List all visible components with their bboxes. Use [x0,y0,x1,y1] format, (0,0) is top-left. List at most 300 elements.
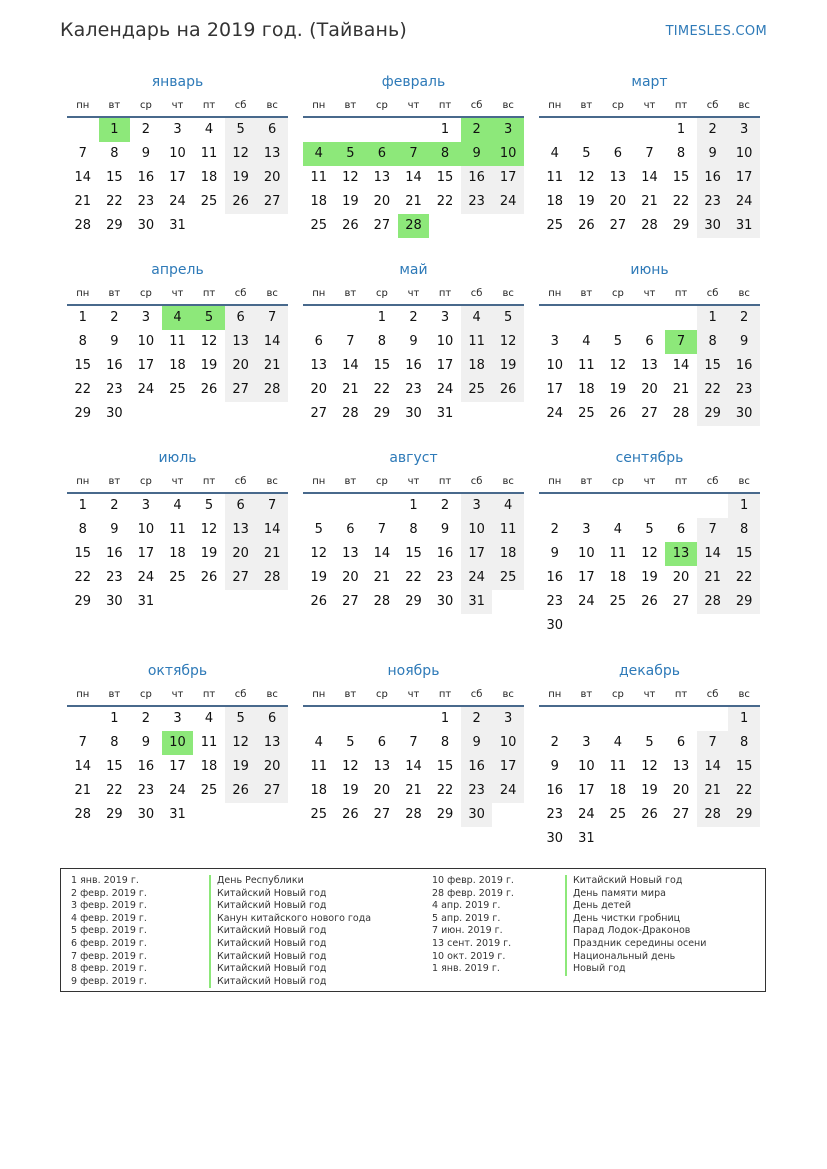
day-cell: 6 [225,306,257,330]
day-cell: 9 [697,142,729,166]
holiday-name: Китайский Новый год [209,888,371,901]
day-cell: 14 [342,358,359,373]
day-cell: 31 [461,590,493,614]
day-cell: 2 [110,498,119,513]
day-cell: 8 [78,334,87,349]
weekday-label: чт [407,288,420,299]
weekday-label: пт [674,476,688,487]
day-cell: 25 [609,594,627,609]
day-cell: 22 [672,194,690,209]
day-cell: 9 [110,522,119,537]
day-cell: 25 [169,382,186,397]
weekday-label: ср [139,288,152,299]
day-cell: 15 [436,170,454,185]
day-cell: 1 [697,306,729,330]
day-cell: 5 [193,306,225,330]
day-cell: 30 [697,214,729,238]
day-cell: 18 [310,194,328,209]
weekday-label: вт [108,689,121,700]
day-grid [67,306,288,426]
weekday-label: вс [502,100,514,111]
day-cell: 4 [461,306,493,330]
day-cell: 14 [256,518,288,542]
day-cell: 1 [728,494,760,518]
day-cell: 7 [697,518,729,542]
day-cell: 27 [641,406,658,421]
empty-cell [366,707,398,731]
day-cell: 21 [256,354,288,378]
day-cell: 27 [672,807,690,822]
day-cell: 20 [225,354,257,378]
day-cell: 31 [436,406,454,421]
day-cell: 27 [310,406,328,421]
day-cell: 28 [342,406,359,421]
weekday-label: вс [502,476,514,487]
day-cell: 23 [137,783,155,798]
day-cell: 16 [106,546,123,561]
day-cell: 17 [546,382,564,397]
day-cell: 6 [225,494,257,518]
day-cell: 1 [377,310,387,325]
holiday-date: 4 апр. 2019 г. [432,900,501,912]
day-cell: 23 [546,594,564,609]
holiday-date: 9 февр. 2019 г. [71,975,147,987]
day-cell: 21 [74,783,92,798]
day-cell: 24 [137,382,155,397]
day-cell: 16 [546,783,564,798]
day-cell: 25 [546,218,564,233]
day-cell: 30 [106,594,123,609]
empty-cell [697,707,729,731]
day-cell: 8 [697,330,729,354]
weekday-label: вт [108,100,121,111]
day-cell: 25 [461,378,493,402]
day-cell: 22 [405,570,422,585]
day-cell: 7 [398,142,430,166]
empty-cell [571,494,603,518]
day-cell: 24 [436,382,454,397]
day-cell: 21 [405,194,422,209]
day-cell: 25 [578,406,595,421]
day-cell: 4 [613,522,623,537]
weekday-label: ср [375,288,388,299]
day-cell: 10 [436,334,454,349]
weekday-label: вс [738,689,750,700]
day-cell: 16 [405,358,422,373]
day-cell: 2 [141,122,151,137]
day-cell: 29 [405,594,422,609]
day-cell: 23 [106,570,123,585]
day-cell: 26 [609,406,627,421]
weekday-label: вс [502,689,514,700]
weekday-label: пт [202,288,216,299]
empty-cell [335,707,367,731]
month-name: апрель [151,262,204,278]
month-1 [67,72,288,238]
empty-cell [335,494,367,518]
day-cell: 21 [697,566,729,590]
weekday-label: ср [375,476,388,487]
day-cell: 29 [728,590,760,614]
day-cell: 8 [409,522,418,537]
weekday-label: пн [76,100,90,111]
holiday-date: 5 февр. 2019 г. [71,925,147,937]
holiday-name: Парад Лодок-Драконов [565,925,706,938]
month-3 [539,72,760,238]
day-cell: 19 [200,358,218,373]
day-cell: 12 [492,330,524,354]
weekday-label: сб [706,288,719,299]
day-cell: 29 [106,807,123,822]
day-cell: 8 [728,731,760,755]
month-name: ноябрь [387,663,440,679]
day-cell: 3 [141,498,151,513]
weekday-label: сб [234,100,247,111]
month-name: февраль [381,74,446,90]
day-cell: 30 [546,618,564,633]
empty-cell [571,306,603,330]
empty-cell [366,118,398,142]
day-cell: 20 [641,382,658,397]
day-cell: 21 [256,542,288,566]
day-cell: 31 [137,594,155,609]
day-cell: 18 [578,382,595,397]
day-cell: 13 [373,170,391,185]
day-cell: 7 [78,146,87,161]
weekday-label: сб [234,288,247,299]
day-cell: 5 [335,142,367,166]
weekday-label: пт [438,100,452,111]
day-cell: 29 [697,402,729,426]
day-cell: 13 [310,358,328,373]
day-cell: 6 [645,334,654,349]
day-cell: 11 [461,330,493,354]
day-cell: 19 [310,570,328,585]
day-cell: 10 [461,518,493,542]
day-cell: 3 [582,522,591,537]
day-cell: 9 [141,735,151,750]
day-cell: 20 [672,783,690,798]
weekday-label: пн [312,288,326,299]
empty-cell [571,707,603,731]
day-cell: 23 [436,570,454,585]
empty-cell [697,494,729,518]
day-cell: 11 [578,358,595,373]
day-cell: 15 [74,358,92,373]
empty-cell [602,707,634,731]
day-cell: 26 [225,190,257,214]
day-cell: 29 [728,803,760,827]
empty-cell [366,494,398,518]
weekday-label: ср [611,288,624,299]
holiday-date: 6 февр. 2019 г. [71,937,147,949]
day-cell: 6 [346,522,355,537]
day-cell: 18 [492,542,524,566]
day-cell: 17 [169,170,186,185]
day-cell: 25 [310,807,328,822]
day-cell: 15 [728,542,760,566]
day-cell: 24 [492,779,524,803]
day-cell: 31 [728,214,760,238]
day-cell: 20 [310,382,328,397]
day-cell: 21 [697,779,729,803]
holiday-date: 4 февр. 2019 г. [71,912,147,924]
weekday-header [303,472,524,492]
day-cell: 1 [440,711,450,726]
day-cell: 11 [492,518,524,542]
month-name: январь [151,74,204,90]
day-cell: 22 [373,382,391,397]
day-cell: 1 [728,707,760,731]
day-cell: 12 [342,170,359,185]
holiday-name: Национальный день [565,951,706,964]
day-cell: 21 [405,783,422,798]
day-cell: 24 [169,194,186,209]
day-cell: 1 [110,711,119,726]
day-cell: 27 [225,566,257,590]
day-cell: 27 [373,218,391,233]
day-cell: 2 [461,118,493,142]
day-cell: 5 [645,735,654,750]
day-cell: 10 [137,522,155,537]
holiday-name: Китайский Новый год [209,925,371,938]
day-cell: 26 [200,382,218,397]
day-cell: 2 [728,306,760,330]
day-cell: 3 [582,735,591,750]
day-cell: 11 [546,170,564,185]
day-cell: 23 [546,807,564,822]
day-cell: 3 [550,334,559,349]
day-cell: 28 [373,594,391,609]
day-cell: 15 [405,546,422,561]
day-cell: 25 [609,807,627,822]
day-cell: 16 [697,166,729,190]
month-name: октябрь [147,663,208,679]
day-grid [303,494,524,614]
weekday-label: пн [312,100,326,111]
weekday-label: сб [706,100,719,111]
day-cell: 29 [106,218,123,233]
month-name: июнь [630,262,669,278]
site-link[interactable]: TIMESLES.COM [665,24,767,39]
day-cell: 25 [200,783,218,798]
day-cell: 16 [137,170,155,185]
day-cell: 14 [373,546,391,561]
day-cell: 1 [409,498,418,513]
empty-cell [335,118,367,142]
day-cell: 25 [200,194,218,209]
holiday-date: 8 февр. 2019 г. [71,963,147,975]
day-cell: 17 [492,166,524,190]
day-cell: 18 [461,354,493,378]
weekday-label: пт [438,288,452,299]
day-cell: 27 [373,807,391,822]
weekday-label: пн [548,689,562,700]
day-cell: 31 [578,831,595,846]
day-cell: 30 [728,402,760,426]
day-cell: 11 [169,334,186,349]
day-cell: 8 [110,146,119,161]
day-cell: 19 [641,570,658,585]
day-cell: 2 [141,711,151,726]
day-cell: 6 [256,118,288,142]
month-5 [303,260,524,426]
holiday-date: 7 февр. 2019 г. [71,950,147,962]
day-cell: 15 [106,759,123,774]
day-cell: 7 [256,494,288,518]
day-cell: 20 [225,542,257,566]
day-cell: 16 [461,166,493,190]
month-9 [539,448,760,638]
day-cell: 30 [137,218,155,233]
day-cell: 24 [461,566,493,590]
day-cell: 20 [373,194,391,209]
day-cell: 25 [492,566,524,590]
day-cell: 4 [314,735,323,750]
day-cell: 26 [200,570,218,585]
day-cell: 14 [697,542,729,566]
day-cell: 24 [546,406,564,421]
holiday-name: Китайский Новый год [209,976,371,989]
day-grid [303,707,524,827]
day-cell: 20 [256,166,288,190]
day-cell: 17 [578,783,595,798]
holiday-date: 7 июн. 2019 г. [432,925,503,937]
day-cell: 9 [461,731,493,755]
empty-cell [303,118,335,142]
month-8 [303,448,524,614]
day-cell: 26 [492,378,524,402]
day-cell: 4 [582,334,591,349]
day-cell: 14 [672,358,690,373]
day-cell: 1 [99,118,131,142]
holiday-name: День памяти мира [565,888,706,901]
day-cell: 1 [78,498,87,513]
day-cell: 17 [137,358,155,373]
day-grid [539,494,760,638]
weekday-label: чт [643,288,656,299]
month-name: март [631,74,668,90]
weekday-label: вс [266,476,278,487]
day-cell: 15 [373,358,391,373]
holiday-name: Китайский Новый год [565,875,706,888]
empty-cell [634,707,666,731]
weekday-label: пн [312,476,326,487]
day-cell: 18 [169,546,186,561]
day-cell: 13 [609,170,627,185]
day-cell: 16 [728,354,760,378]
weekday-label: чт [407,689,420,700]
day-cell: 22 [74,382,92,397]
day-cell: 23 [106,382,123,397]
day-cell: 30 [461,803,493,827]
weekday-header [67,96,288,116]
day-cell: 2 [550,735,559,750]
day-cell: 12 [578,170,595,185]
day-cell: 7 [346,334,355,349]
day-cell: 10 [162,731,194,755]
day-cell: 6 [314,334,323,349]
holiday-name: День чистки гробниц [565,913,706,926]
day-cell: 8 [377,334,387,349]
weekday-label: вс [738,476,750,487]
day-cell: 10 [578,759,595,774]
empty-cell [665,707,697,731]
day-cell: 27 [609,218,627,233]
day-cell: 22 [728,566,760,590]
day-cell: 18 [310,783,328,798]
weekday-header [539,472,760,492]
day-grid [67,494,288,614]
day-cell: 7 [377,522,387,537]
day-grid [303,306,524,426]
day-cell: 17 [578,570,595,585]
weekday-header [303,284,524,304]
day-cell: 19 [225,755,257,779]
day-cell: 27 [256,779,288,803]
day-cell: 27 [672,594,690,609]
day-cell: 17 [492,755,524,779]
day-cell: 4 [550,146,559,161]
day-cell: 22 [106,194,123,209]
month-11 [303,661,524,827]
weekday-label: сб [706,689,719,700]
day-cell: 24 [578,807,595,822]
weekday-label: вт [108,288,121,299]
month-name: август [389,450,438,466]
day-cell: 4 [204,122,214,137]
day-cell: 27 [256,190,288,214]
day-cell: 18 [200,170,218,185]
weekday-label: пт [202,476,216,487]
month-2 [303,72,524,238]
day-cell: 24 [137,570,155,585]
holiday-legend [60,868,766,992]
weekday-label: пт [202,689,216,700]
weekday-label: пт [438,476,452,487]
day-cell: 10 [492,731,524,755]
month-7 [67,448,288,614]
day-cell: 11 [200,146,218,161]
day-cell: 12 [200,522,218,537]
weekday-header [539,284,760,304]
day-cell: 9 [461,142,493,166]
day-cell: 24 [492,190,524,214]
empty-cell [539,306,571,330]
day-cell: 12 [641,546,658,561]
day-cell: 5 [204,498,214,513]
weekday-header [303,685,524,705]
day-cell: 17 [137,546,155,561]
day-cell: 28 [74,807,92,822]
day-cell: 29 [74,406,92,421]
day-cell: 23 [405,382,422,397]
empty-cell [539,707,571,731]
day-cell: 18 [200,759,218,774]
holiday-date: 10 окт. 2019 г. [432,950,506,962]
weekday-label: пн [312,689,326,700]
holiday-date: 1 янв. 2019 г. [432,963,500,975]
weekday-label: сб [706,476,719,487]
day-grid [539,707,760,851]
day-cell: 16 [461,755,493,779]
day-cell: 23 [461,779,493,803]
day-cell: 19 [200,546,218,561]
day-cell: 6 [613,146,623,161]
weekday-label: чт [407,476,420,487]
day-cell: 11 [200,735,218,750]
day-cell: 23 [461,190,493,214]
